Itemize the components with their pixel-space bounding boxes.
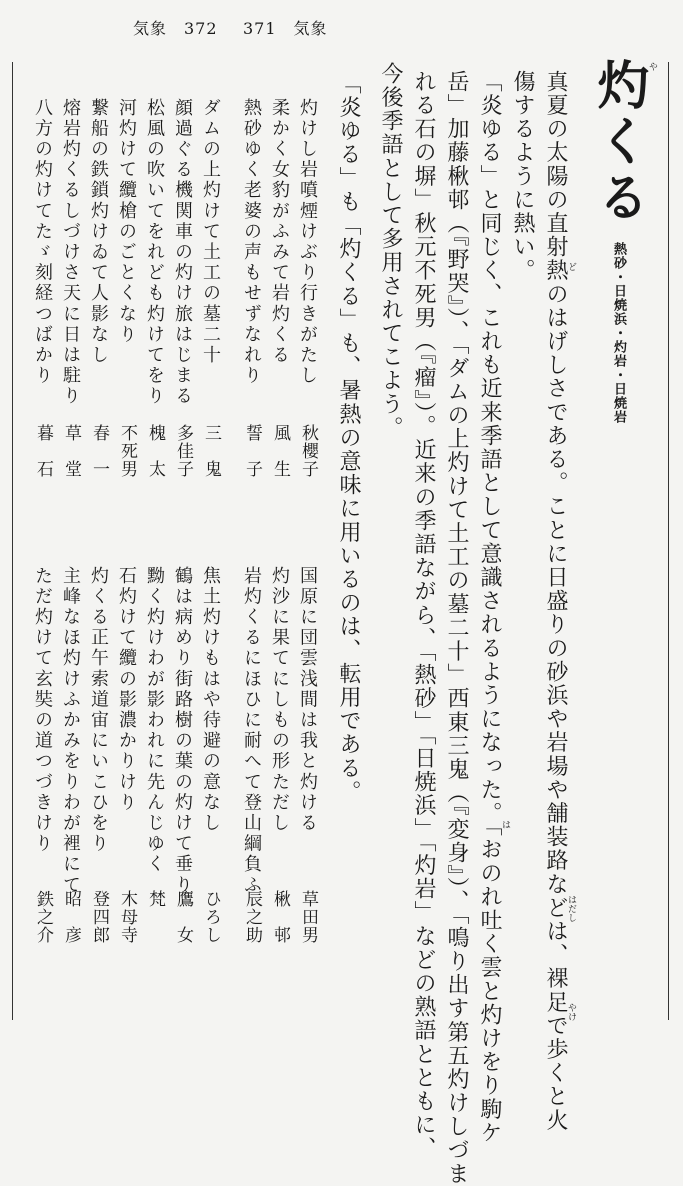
- haiku-author: 昭 彦: [61, 890, 81, 944]
- haiku-text: 国原に団雲浅間は我と灼ける: [297, 566, 318, 834]
- haiku-author: 草 堂: [61, 424, 81, 478]
- haiku-author: 木母寺: [117, 890, 137, 944]
- related-kigo-list: 熱砂・日焼浜・灼岩・日焼岩: [611, 242, 626, 424]
- haiku-text: 松風の吹いてをれども灼けてをり: [144, 98, 165, 407]
- haiku-author: 楸 邨: [270, 890, 290, 944]
- haiku-text: 熱砂ゆく老婆の声もせずなれり: [241, 98, 262, 387]
- page-header: [0, 16, 683, 42]
- ruby-gloss: ど: [566, 262, 576, 271]
- prose-line: 岳」加藤楸邨（『野哭』）、「ダムの上灼けて土工の墓二十」西東三鬼（『変身』）、「鳴り出す第五灼けしづま: [444, 70, 469, 1186]
- haiku-author: 登四郎: [89, 890, 109, 944]
- haiku-text: ダムの上灼けて土工の墓二十: [200, 98, 221, 366]
- ruby-gloss: やけ: [566, 1003, 576, 1021]
- haiku-text: 柔かく女豹がふみて岩灼くる: [269, 98, 290, 366]
- haiku-author: 三 鬼: [201, 424, 221, 478]
- haiku-author: 秋櫻子: [298, 424, 318, 478]
- haiku-author: 槐 太: [145, 424, 165, 478]
- haiku-text: 石灼けて纜の影濃かりけり: [116, 566, 137, 814]
- haiku-author: 風 生: [270, 424, 290, 478]
- haiku-text: 熔岩灼くるしづけさ天に日は駐り: [60, 98, 81, 407]
- prose-line: 「炎ゆる」も「灼くる」も、暑熱の意味に用いるのは、転用である。: [336, 72, 361, 804]
- haiku-author: 誓 子: [242, 424, 262, 478]
- ruby-gloss: はだし: [566, 895, 576, 922]
- haiku-author: 多佳子: [173, 424, 193, 478]
- haiku-text: 鶴は病めり街路樹の葉の灼けて垂り: [172, 566, 193, 896]
- right-margin-rule: [668, 62, 669, 1020]
- haiku-text: 顔過ぐる機関車の灼け旅はじまる: [172, 98, 193, 407]
- haiku-text: 繋船の鉄鎖灼けゐて人影なし: [88, 98, 109, 366]
- entry-title: 灼くる: [588, 58, 649, 226]
- ruby-gloss: は: [500, 820, 510, 829]
- haiku-text: 岩灼くるにほひに耐へて登山綱負ふ: [241, 566, 262, 896]
- haiku-author: 鷹 女: [173, 890, 193, 944]
- prose-line: 「炎ゆる」と同じく、これも近来季語として意識されるようになった。「おのれ吐く雲と灼けをり駒ケ: [477, 70, 502, 1145]
- prose-line: 真夏の太陽の直射熱のはげしさである。ことに日盛りの砂浜や岩場や舗装路などは、裸足で歩くと火: [543, 70, 568, 1132]
- haiku-author: 暮 石: [33, 424, 53, 478]
- haiku-text: ただ灼けて玄奘の道つづきけり: [32, 566, 53, 855]
- haiku-text: 八方の灼けてたゞ刻経つばかり: [32, 98, 53, 387]
- prose-line: 傷するように熱い。: [510, 70, 535, 283]
- haiku-author: 不死男: [117, 424, 137, 478]
- running-head-right: 371 気象: [243, 19, 328, 38]
- title-reading: や: [647, 62, 657, 71]
- haiku-text: 焦土灼けもはや待避の意なし: [200, 566, 221, 834]
- haiku-text: 灼沙に果てにしもの形ただし: [269, 566, 290, 834]
- left-margin-rule: [12, 62, 13, 1020]
- haiku-author: 鉄之介: [33, 890, 53, 944]
- haiku-text: 黝く灼けわが影われに先んじゆく: [144, 566, 165, 875]
- haiku-author: 草田男: [298, 890, 318, 944]
- running-head-left: 気象 372: [133, 19, 218, 38]
- haiku-author: 梵: [145, 890, 165, 908]
- haiku-author: 春 一: [89, 424, 109, 478]
- haiku-author: ひろし: [201, 890, 221, 944]
- haiku-text: 主峰なほ灼けふかみをりわが裡にて: [60, 566, 81, 896]
- haiku-text: 灼けし岩噴煙けぶり行きがたし: [297, 98, 318, 387]
- haiku-text: 河灼けて纜槍のごとくなり: [116, 98, 137, 346]
- prose-line: 今後季語として多用されてこよう。: [378, 62, 403, 440]
- prose-line: れる石の塀」秋元不死男（『瘤』）。近来の季語ながら、「熱砂」「日焼浜」「灼岩」などの熟語とともに、: [411, 70, 436, 1161]
- haiku-text: 灼くる正午索道宙にいこひをり: [88, 566, 109, 855]
- haiku-author: 辰之助: [242, 890, 262, 944]
